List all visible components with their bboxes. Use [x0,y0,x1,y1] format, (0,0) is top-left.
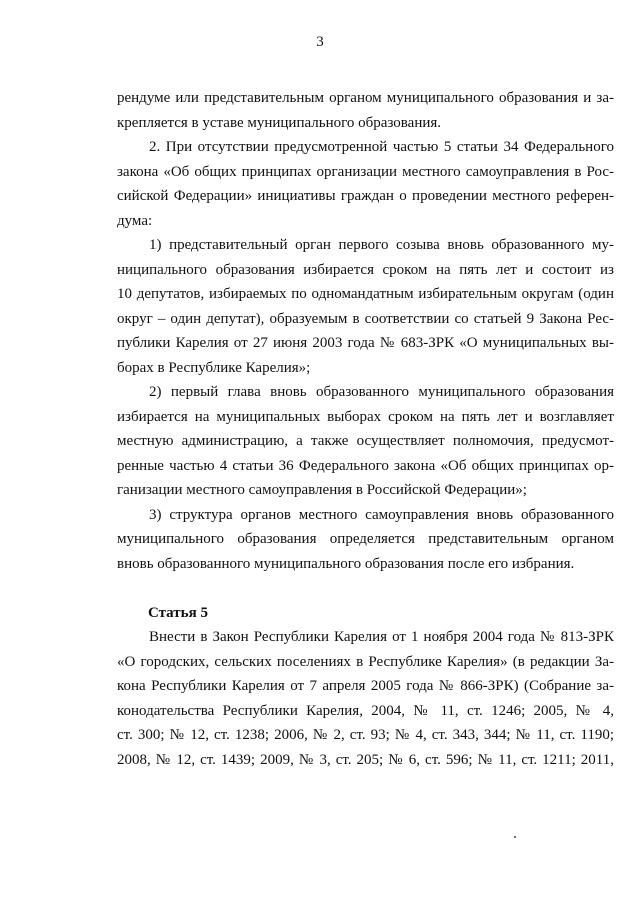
page-number: 3 [316,34,324,50]
list-item-line: 3) структура органов местного самоуправления вновь образованного [149,506,614,523]
list-item-line: 10 депутатов, избираемых по одномандатным избирательным округам (один [117,286,614,302]
text-line: Внести в Закон Республики Карелия от 1 ноября 2004 года № 813-ЗРК [149,629,614,645]
scan-speck [514,836,516,838]
list-item-line: 1) представительный орган первого созыва вновь образованного му- [149,237,614,253]
text-line: закона «Об общих принципах организации местного самоуправления в Рос- [117,163,614,180]
text-line: «О городских, сельских поселениях в Республике Карелия» (в редакции За- [117,653,614,670]
list-item-line: борах в Республике Карелия»; [117,359,311,376]
list-item-line: местную администрацию, а также осуществляет полномочия, предусмот- [117,433,614,449]
text-line: ст. 300; № 12, ст. 1238; 2006, № 2, ст. 93; № 4, ст. 343, 344; № 11, ст. 1190; [117,727,614,743]
list-item-line: ренные частью 4 статьи 36 Федерального закона «Об общих принципах ор- [117,457,614,474]
list-item-line: 2) первый глава вновь образованного муниципального образования [149,384,614,400]
text-line: дума: [117,212,153,229]
list-item-line: ганизации местного самоуправления в Российской Федерации»; [117,482,527,498]
list-item-line: муниципального образования определяется представительным органом [117,531,614,547]
text-line: рендуме или представительным органом муниципального образования и за- [117,90,614,106]
document-body [117,86,614,772]
list-item-line: вновь образованного муниципального образования после его избрания. [117,555,575,572]
text-line: сийской Федерации» инициативы граждан о проведении местного референ- [117,188,614,204]
article-heading: Статья 5 [148,604,208,621]
list-item-line: публики Карелия от 27 июня 2003 года № 683-ЗРК «О муниципальных вы- [117,335,614,351]
list-item-line: округ – один депутат), образуемым в соответствии со статьей 9 Закона Рес- [117,310,614,327]
list-item-line: ниципального образования избирается сроком на пять лет и состоит из [117,261,614,278]
text-line: 2008, № 12, ст. 1439; 2009, № 3, ст. 205; № 6, ст. 596; № 11, ст. 1211; 2011, [117,751,614,768]
text-line: крепляется в уставе муниципального образования. [117,114,442,131]
text-line: кона Республики Карелия от 7 апреля 2005 года № 866-ЗРК) (Собрание за- [117,678,614,694]
spacer [117,576,614,601]
text-line: 2. При отсутствии предусмотренной частью 5 статьи 34 Федерального [149,139,614,155]
list-item-line: избирается на муниципальных выборах сроком на пять лет и возглавляет [117,408,614,425]
text-line: конодательства Республики Карелия, 2004, № 11, ст. 1246; 2005, № 4, [117,702,614,719]
